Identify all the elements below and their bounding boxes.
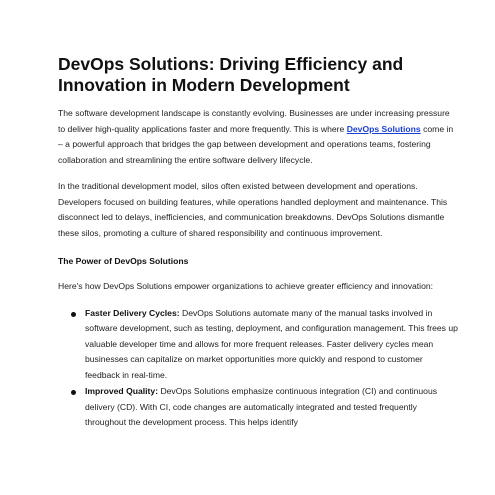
intro-text-before-link: The software development landscape is constantly evolving. Businesses are under increasing pressure to deliver high-quality applications faster and more frequently. This is where [58, 108, 450, 134]
list-item [58, 306, 458, 384]
benefits-list [58, 306, 458, 431]
section-intro-paragraph: Here's how DevOps Solutions empower organizations to achieve greater efficiency and innovation: [58, 281, 434, 291]
section-heading: The Power of DevOps Solutions [58, 256, 189, 266]
page-title: DevOps Solutions: Driving Efficiency and Innovation in Modern Development [58, 54, 404, 95]
devops-solutions-link[interactable]: DevOps Solutions [346, 123, 421, 134]
document-page [58, 54, 458, 432]
bullet-icon [71, 390, 76, 395]
list-item [58, 384, 458, 431]
list-item-title: Faster Delivery Cycles: [85, 307, 180, 318]
list-item-text: DevOps Solutions automate many of the manual tasks involved in software development, such as testing, deployment, and configuration management. This frees up valuable developer time and allows for more frequent releases. Faster delivery cycles mean businesses can capitalize on market opportunities more quickly and respond to customer feedback in real-time. [85, 307, 458, 380]
list-item-title: Improved Quality: [85, 386, 159, 396]
intro-text-after-link: come in – a powerful approach that bridges the gap between development and operations teams, fostering collaboration and streamlining the entire software delivery lifecycle. [58, 123, 454, 165]
intro-paragraph [58, 106, 458, 168]
bullet-icon [71, 312, 76, 317]
silos-paragraph: In the traditional development model, silos often existed between development and operations. Developers focused on building features, while operations handled deployment and maintenance. This disconnect led to delays, inefficiencies, and communication breakdowns. DevOps Solutions dismantle these silos, promoting a culture of shared responsibility and continuous improvement. [58, 181, 448, 238]
list-item-text: DevOps Solutions emphasize continuous integration (CI) and continuous delivery (CD). With CI, code changes are automatically integrated and tested frequently throughout the development process. This helps identify [85, 386, 438, 427]
